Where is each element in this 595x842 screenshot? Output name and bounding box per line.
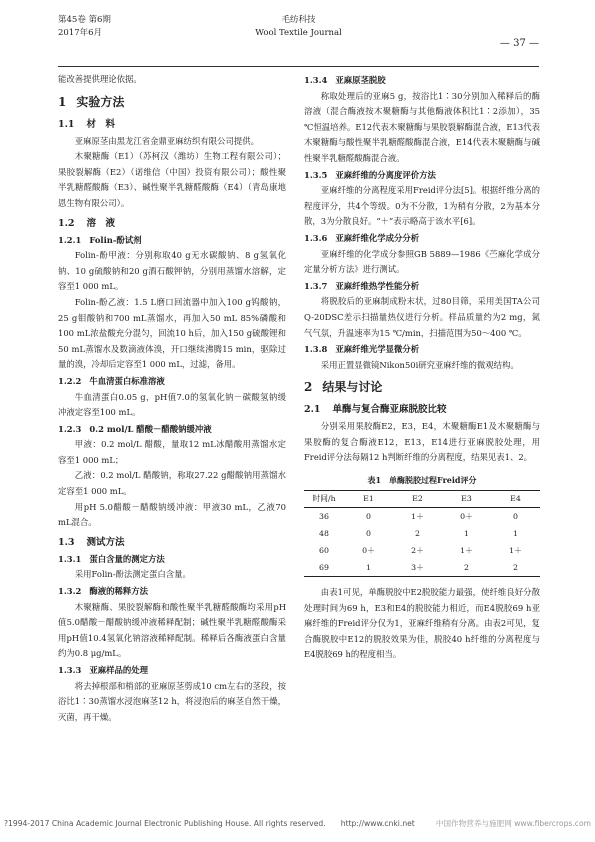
table-1 [304, 490, 540, 577]
protein-method-paragraph: 采用Folin-酚法测定蛋白含量。 [74, 569, 191, 580]
intro-end-paragraph: 能改善提供理论依据。 [58, 74, 142, 84]
table-cell: 0 [366, 512, 371, 522]
buffer-b-paragraph: 乙液：0.2 mol/L 醋酸钠，称取27.22 g醋酸钠用蒸馏水定容至1 000 mL。 [58, 470, 286, 497]
folin-a-paragraph: Folin-酚甲液：分别称取40 g无水碳酸钠、8 g氢氧化钠、10 g硫酸钠和20 g酒石酸钾钠，分别用蒸馏水溶解，定容至1 000 mL。 [58, 250, 286, 292]
comparison-paragraph: 分别采用果胶酶E2，E3，E4，木聚糖酶E1及木聚糖酶与果胶酶的复合酶液E12，E13，E14进行亚麻脱胶处理，用Freid评分法每隔12 h判断纤维的分离程度，结果见表1、2。 [304, 421, 540, 463]
right-column [304, 72, 540, 663]
table-cell: 1 [464, 529, 469, 539]
section-1-3-4-heading: 1.3.4 亚麻原茎脱胶 [304, 75, 386, 85]
materials-paragraph-2: 木聚糖酶（E1）（苏柯汉（潍坊）生物工程有限公司）；果胶裂解酶（E2）（诺维信（中国）投资有限公司）；酸性聚半乳糖醛酸酶（E3）、碱性聚半乳糖醛酸酶（E4）（青岛康地恩生物有限公司）。 [58, 151, 286, 208]
header-journal [58, 14, 539, 40]
page-number: — 37 — [499, 38, 539, 49]
materials-paragraph-1: 亚麻原茎由黑龙江省金鼎亚麻纺织有限公司提供。 [74, 135, 260, 146]
section-2-1-heading: 2.1 单酶与复合酶亚麻脱胶比较 [304, 404, 447, 416]
table-row [304, 525, 540, 542]
table-cell: 1＋ [460, 546, 473, 556]
section-2-heading: 2 结果与讨论 [304, 380, 383, 395]
table-cell: 1＋ [509, 546, 522, 556]
section-1-2-2-heading: 1.2.2 牛血清蛋白标准溶液 [58, 375, 165, 386]
section-1-3-5-heading: 1.3.5 亚麻纤维的分离度评价方法 [304, 169, 436, 180]
section-1-3-7-heading: 1.3.7 亚麻纤维热学性能分析 [304, 280, 420, 291]
table-header-cell: E2 [393, 491, 442, 508]
section-1-3-2-heading: 1.3.2 酶液的稀释方法 [58, 586, 148, 597]
buffer-a-paragraph: 甲液：0.2 mol/L 醋酸，量取12 mL冰醋酸用蒸馏水定容至1 000 mL； [58, 439, 286, 465]
table-header-cell: 时间/h [304, 491, 344, 508]
table-cell: 2 [491, 559, 540, 577]
section-1-1-heading: 1.1 材 料 [58, 118, 116, 130]
table-header-cell: E4 [491, 491, 540, 508]
degumming-paragraph: 称取处理后的亚麻5 g，按浴比1∶30分别加入稀释后的酶溶液（混合酶液按木聚糖酶与其他酶液体积比1∶2添加），35 ℃恒温培养。E12代表木聚糖酶与果胶裂解酶混合液，E13代表木聚糖酶与酸性聚半乳糖醛酸酶混合液，E14代表木聚糖酶与碱性聚半乳糖醛酸酶混合液。 [304, 90, 540, 163]
table-cell: 0＋ [460, 512, 473, 522]
buffer-mix-paragraph: 用pH 5.0醋酸－醋酸钠缓冲液：甲液30 mL，乙液70 mL混合。 [58, 501, 286, 528]
copyright-notice: ?1994-2017 China Academic Journal Electronic Publishing House. All rights reserved. http://www.cnki.net [4, 819, 415, 828]
chemical-analysis-paragraph: 亚麻纤维的化学成分参照GB 5889—1986《苎麻化学成分定量分析方法》进行测试。 [304, 248, 540, 275]
table-row [304, 508, 540, 526]
section-1-3-heading: 1.3 测试方法 [58, 536, 125, 548]
section-1-3-3-heading: 1.3.3 亚麻样品的处理 [58, 665, 148, 675]
table-cell: 60 [319, 546, 329, 556]
sample-treatment-paragraph: 将去掉根部和梢部的亚麻原茎剪成10 cm左右的茎段，按浴比1∶30蒸馏水浸泡麻茎12 h，将浸泡后的麻茎自然干燥，灭菌，再干燥。 [58, 680, 286, 722]
table-cell: 2 [442, 559, 491, 577]
table-header-cell: E1 [344, 491, 393, 508]
table-1-caption: 表1 单酶脱胶过程Freid评分 [367, 475, 477, 486]
table-cell: 1 [344, 559, 393, 577]
table-cell: 0 [513, 512, 518, 522]
folin-b-paragraph: Folin-酚乙液：1.5 L磨口回流器中加入100 g钨酸钠，25 g钼酸钠和700 mL蒸馏水，再加入50 mL 85%磷酸和100 mL浓盐酸充分混匀，回流10 h后，加入150 g硫酸锂和50 mL蒸馏水及数滴液体溴，开口继续沸腾15 min，驱除过量的溴，冷却后定容至1 000 mL，过滤，备用。 [58, 296, 286, 370]
header-rule [58, 66, 539, 67]
section-1-3-8-heading: 1.3.8 亚麻纤维光学显微分析 [304, 344, 420, 355]
section-1-2-3-heading: 1.2.3 0.2 mol/L 醋酸－醋酸钠缓冲液 [58, 423, 212, 434]
table-row [304, 559, 540, 577]
section-1-2-heading: 1.2 溶 液 [58, 217, 116, 229]
results-paragraph: 由表1可见，单酶脱胶中E2脱胶能力最强，使纤维良好分散处理时间为69 h，E3和E4的脱胶能力相近，而E4脱胶69 h亚麻纤维的Freid评分仅为1，亚麻纤维稍有分离。由表2可见，复合酶脱胶中E12的脱胶效果为佳，脱胶40 h纤维的分离程度与E4脱胶69 h的程度相当。 [304, 587, 540, 660]
table-cell: 69 [304, 559, 344, 577]
table-cell: 0 [366, 529, 371, 539]
table-header-row [304, 491, 540, 508]
page-header [58, 8, 539, 66]
section-1-3-1-heading: 1.3.1 蛋白含量的测定方法 [58, 553, 165, 564]
table-cell: 3＋ [393, 559, 442, 577]
table-row [304, 542, 540, 559]
section-1-3-6-heading: 1.3.6 亚麻纤维化学成分分析 [304, 232, 420, 243]
table-cell: 36 [319, 512, 329, 522]
table-cell: 48 [319, 529, 329, 539]
page-footer [4, 818, 591, 832]
section-1-heading: 1 实验方法 [58, 94, 125, 109]
table-cell: 0＋ [362, 546, 375, 556]
journal-name-en: Wool Textile Journal [255, 28, 342, 38]
section-1-2-1-heading: 1.2.1 Folin-酚试剂 [58, 234, 142, 245]
bsa-paragraph: 牛血清蛋白0.05 g，pH值7.0的氢氧化钠－碳酸氢钠缓冲液定容至100 mL。 [58, 391, 286, 418]
left-column [58, 72, 286, 725]
table-cell: 2 [415, 529, 420, 539]
thermal-analysis-paragraph: 将脱胶后的亚麻制成粉末状，过80目筛，采用美国TA公司Q-20DSC差示扫描量热仪进行分析。样品质量约为2 mg，氮气气氛，升温速率为15 ℃/min，扫描范围为50～400 ℃。 [304, 296, 540, 338]
watermark-text: 中国作物营养与施肥网 www.fibercrops.com [435, 819, 591, 828]
table-cell: 2＋ [411, 546, 424, 556]
table-cell: 1 [513, 529, 518, 539]
journal-name-cn: 毛纺科技 [281, 15, 316, 25]
volume-issue: 第45卷 第6期 [58, 15, 111, 25]
freid-method-paragraph: 亚麻纤维的分离程度采用Freid评分法[5]。根据纤维分离的程度评分，共4个等级。0为不分散，1为稍有分散，2为基本分散，3为分散良好。“＋”表示略高于该水平[6]。 [304, 185, 540, 227]
table-cell: 1＋ [411, 512, 424, 522]
dilution-paragraph: 木聚糖酶、果胶裂解酶和酸性聚半乳糖醛酸酶均采用pH值5.0醋酸－醋酸钠缓冲液稀释配制；碱性聚半乳糖醛酸酶采用pH值10.4氢氧化钠溶液稀释配制。稀释后各酶液蛋白含量约为0.8 μg/mL。 [58, 601, 286, 659]
issue-date: 2017年6月 [58, 28, 103, 38]
table-header-cell: E3 [442, 491, 491, 508]
microscopy-paragraph: 采用正置显微镜Nikon50i研究亚麻纤维的微观结构。 [320, 359, 519, 370]
table-body [304, 508, 540, 577]
